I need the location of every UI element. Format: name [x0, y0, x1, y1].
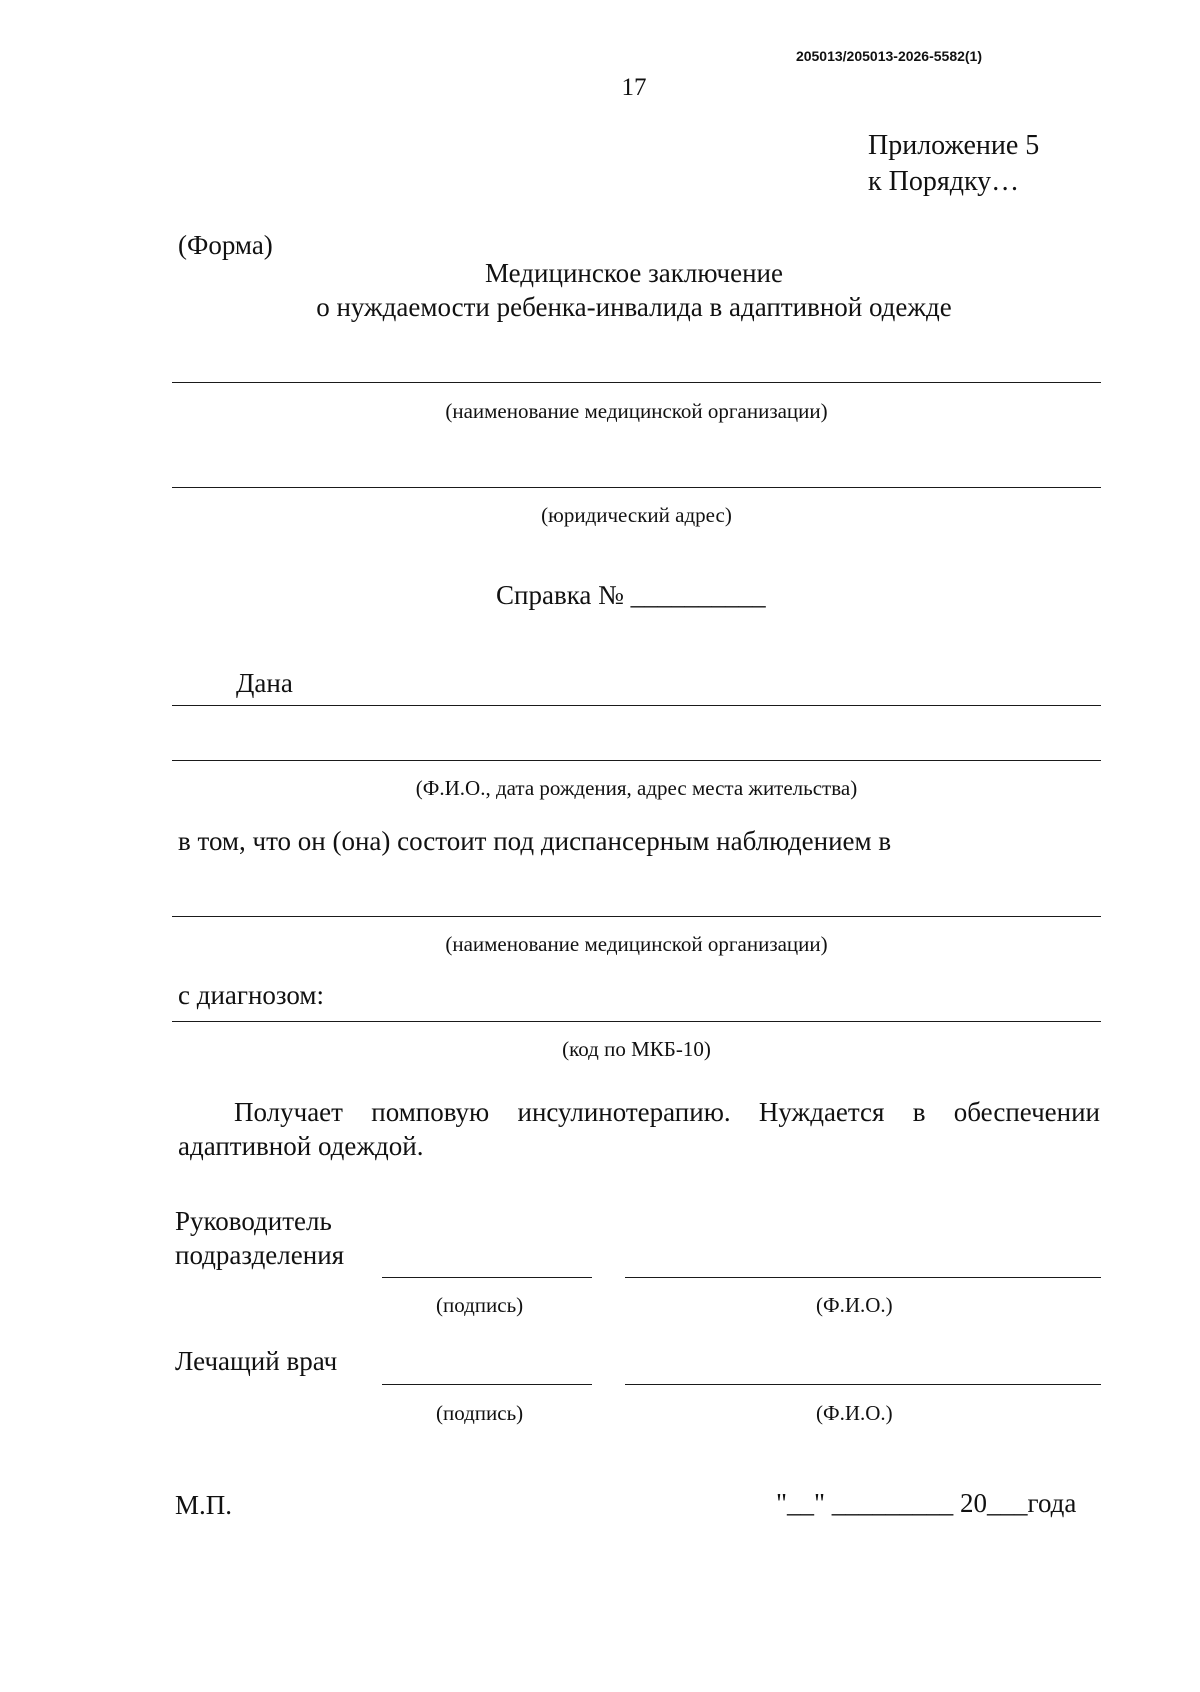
page-number: 17	[621, 74, 647, 101]
observation-text: в том, что он (она) состоит под диспансерным наблюдением в	[178, 826, 892, 856]
diagnosis-label: с диагнозом:	[178, 980, 325, 1010]
document-title-line-2: о нуждаемости ребенка-инвалида в адаптивной одежде	[316, 292, 952, 322]
issued-to-line-2[interactable]	[172, 760, 1101, 761]
issued-to-line-1[interactable]	[172, 705, 1101, 706]
doctor-label: Лечащий врач	[175, 1346, 338, 1376]
doctor-fio-line[interactable]	[625, 1384, 1101, 1385]
appendix-line-2: к Порядку…	[868, 166, 1020, 197]
doctor-fio-caption: (Ф.И.О.)	[816, 1401, 893, 1425]
caption-legal-address: (юридический адрес)	[541, 503, 732, 527]
issued-to-label: Дана	[236, 668, 293, 698]
head-label-line-1: Руководитель	[175, 1206, 332, 1236]
observation-org-line[interactable]	[172, 916, 1101, 917]
document-title-line-1: Медицинское заключение	[485, 258, 783, 288]
org-name-line[interactable]	[172, 382, 1101, 383]
head-fio-caption: (Ф.И.О.)	[816, 1293, 893, 1317]
appendix-line-1: Приложение 5	[868, 130, 1040, 161]
document-code: 205013/205013-2026-5582(1)	[795, 48, 982, 64]
date-line[interactable]: "__" _________ 20___года	[776, 1488, 1077, 1518]
caption-org-name: (наименование медицинской организации)	[445, 399, 828, 423]
caption-person: (Ф.И.О., дата рождения, адрес места жительства)	[415, 776, 858, 800]
conclusion-paragraph: Получает помповую инсулинотерапию. Нуждается в обеспечении адаптивной одеждой.	[178, 1097, 1100, 1161]
form-label: (Форма)	[178, 230, 273, 260]
head-of-department-label	[175, 1204, 344, 1272]
caption-org-name-2: (наименование медицинской организации)	[445, 932, 828, 956]
certificate-number-field[interactable]: __________	[630, 580, 766, 610]
legal-address-line[interactable]	[172, 487, 1101, 488]
head-fio-line[interactable]	[625, 1277, 1101, 1278]
head-label-line-2: подразделения	[175, 1240, 345, 1270]
head-signature-caption: (подпись)	[436, 1293, 524, 1317]
certificate-number-label: Справка №	[496, 580, 624, 610]
certificate-label	[496, 580, 766, 611]
caption-icd-code: (код по МКБ-10)	[562, 1037, 711, 1061]
diagnosis-line[interactable]	[172, 1021, 1101, 1022]
doctor-signature-caption: (подпись)	[436, 1401, 524, 1425]
doctor-signature-line[interactable]	[382, 1384, 592, 1385]
stamp-label: М.П.	[175, 1490, 233, 1520]
head-signature-line[interactable]	[382, 1277, 592, 1278]
appendix-reference	[868, 128, 1039, 200]
